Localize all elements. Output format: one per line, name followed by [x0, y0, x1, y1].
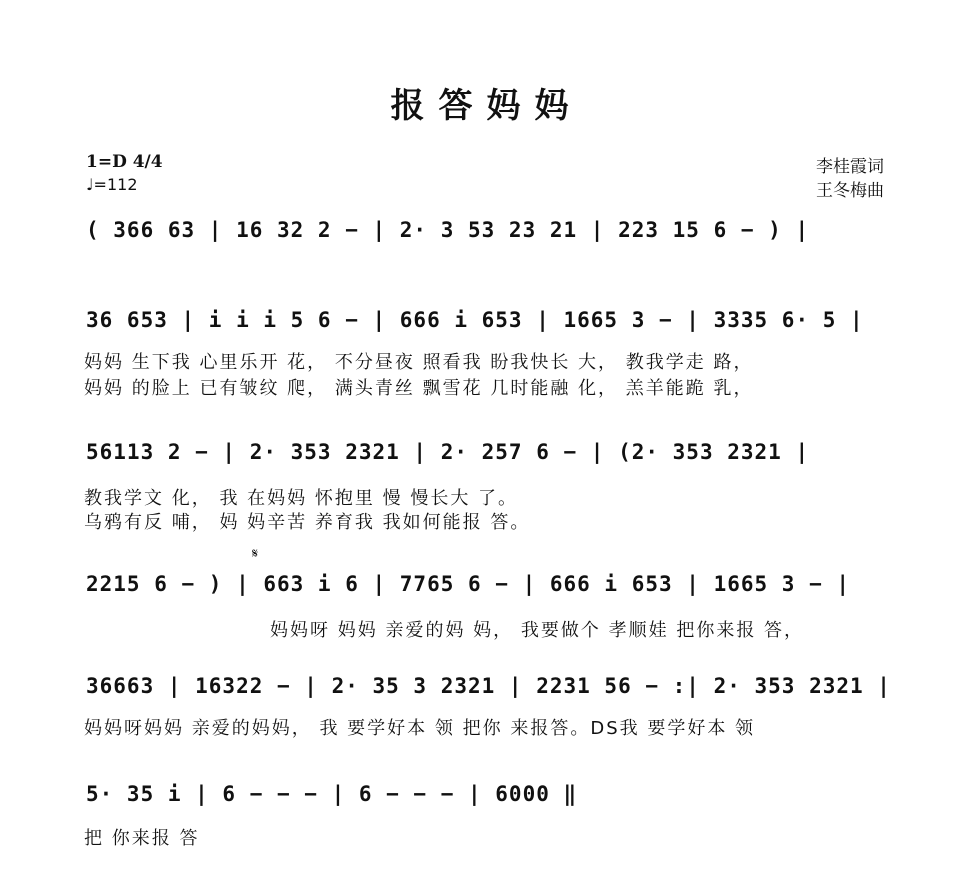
- system-5-lyric: 妈妈呀妈妈 亲爱的妈妈， 我 要学好本 领 把你 来报答。DS我 要学好本 领: [84, 718, 756, 739]
- tempo-marking: ♩=112: [86, 175, 138, 194]
- song-title: 报答妈妈: [390, 86, 583, 126]
- system-6-lyric: 把 你来报 答: [84, 828, 200, 849]
- system-3-lyric-verse-2: 乌鸦有反 哺， 妈 妈辛苦 养育我 我如何能报 答。: [84, 512, 531, 533]
- system-2-lyric-verse-2: 妈妈 的脸上 已有皱纹 爬， 满头青丝 飘雪花 几时能融 化， 羔羊能跪 乳，: [84, 378, 754, 399]
- lyricist-credit: 李桂霞词: [816, 157, 884, 177]
- system-3-notes: 56113 2 − | 2· 353 2321 | 2· 257 6 − | (2· 353 2321 |: [86, 440, 810, 464]
- system-1-notes: ( 366 63 | 16 32 2 − | 2· 3 53 23 21 | 223 15 6 − ) |: [86, 218, 810, 242]
- segno-sign: 𝄋: [252, 546, 259, 562]
- system-6-notes: 5· 35 i | 6 − − − | 6 − − − | 6000 ‖: [86, 782, 578, 806]
- key-signature: 1=D 4/4: [86, 152, 163, 172]
- system-5-notes: 36663 | 16322 − | 2· 35 3 2321 | 2231 56 − :| 2· 353 2321 |: [86, 674, 891, 698]
- system-3-lyric-verse-1: 教我学文 化， 我 在妈妈 怀抱里 慢 慢长大 了。: [84, 488, 519, 509]
- system-4-notes: 2215 6 − ) | 663 i 6 | 7765 6 − | 666 i 653 | 1665 3 − |: [86, 572, 851, 596]
- system-2-lyric-verse-1: 妈妈 生下我 心里乐开 花， 不分昼夜 照看我 盼我快长 大， 教我学走 路，: [84, 352, 754, 373]
- system-4-lyric: 妈妈呀 妈妈 亲爱的妈 妈， 我要做个 孝顺娃 把你来报 答，: [270, 620, 805, 641]
- composer-credit: 王冬梅曲: [816, 181, 884, 201]
- system-2-notes: 36 653 | i i i 5 6 − | 666 i 653 | 1665 3 − | 3335 6· 5 |: [86, 308, 864, 332]
